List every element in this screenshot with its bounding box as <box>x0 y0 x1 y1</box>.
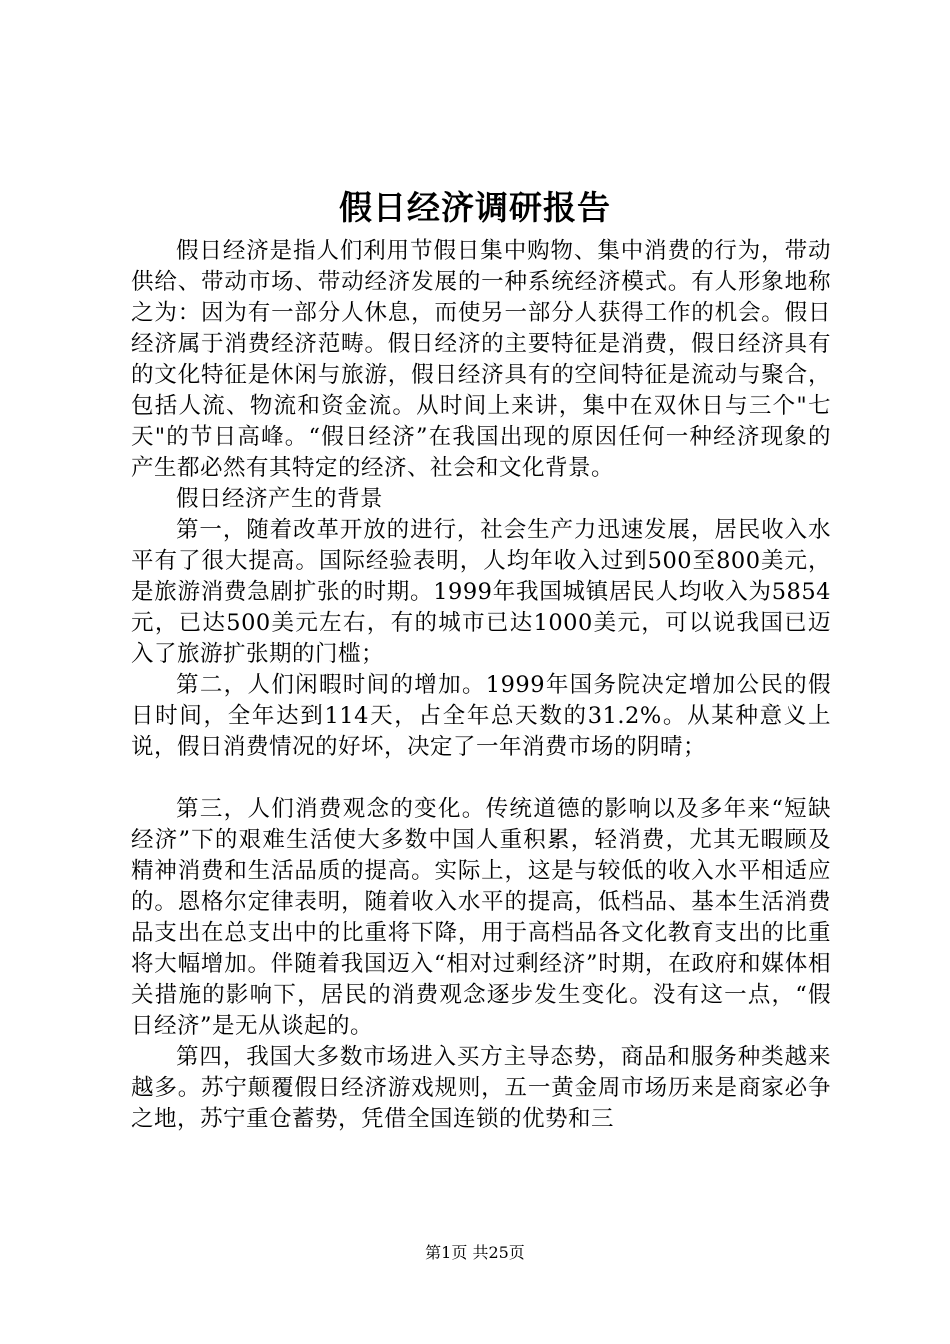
page-footer: 第1页 共25页 <box>425 1243 525 1262</box>
document-body <box>131 236 831 1135</box>
paragraph-second: 第二，人们闲暇时间的增加。1999年国务院决定增加公民的假日时间，全年达到114天，占全年总天数的31.2%。从某种意义上说，假日消费情况的好坏，决定了一年消费市场的阴晴； <box>131 672 831 760</box>
paragraph-fourth: 第四，我国大多数市场进入买方主导态势，商品和服务种类越来越多。苏宁颠覆假日经济游戏规则，五一黄金周市场历来是商家必争之地，苏宁重仓蓄势，凭借全国连锁的优势和三 <box>131 1044 831 1132</box>
paragraph-first: 第一，随着改革开放的进行，社会生产力迅速发展，居民收入水平有了很大提高。国际经验表明，人均年收入过到500至800美元，是旅游消费急剧扩张的时期。1999年我国城镇居民人均收入为5854元，已达500美元左右，有的城市已达1000美元，可以说我国已迈入了旅游扩张期的门槛； <box>131 517 831 667</box>
paragraph-intro: 假日经济是指人们利用节假日集中购物、集中消费的行为，带动供给、带动市场、带动经济发展的一种系统经济模式。有人形象地称之为：因为有一部分人休息，而使另一部分人获得工作的机会。假日经济属于消费经济范畴。假日经济的主要特征是消费，假日经济具有的文化特征是休闲与旅游，假日经济具有的空间特征是流动与聚合，包括人流、物流和资金流。从时间上来讲，集中在双休日与三个"七天"的节日高峰。“假日经济”在我国出现的原因任何一种经济现象的产生都必然有其特定的经济、社会和文化背景。 <box>131 238 831 481</box>
paragraph-background-heading: 假日经济产生的背景 <box>176 486 384 512</box>
document-title: 假日经济调研报告 <box>339 188 611 227</box>
paragraph-third: 第三，人们消费观念的变化。传统道德的影响以及多年来“短缺经济”下的艰难生活使大多数中国人重积累，轻消费，尤其无暇顾及精神消费和生活品质的提高。实际上，这是与较低的收入水平相适应的。恩格尔定律表明，随着收入水平的提高，低档品、基本生活消费品支出在总支出中的比重将下降，用于高档品各文化教育支出的比重将大幅增加。伴随着我国迈入“相对过剩经济”时期，在政府和媒体相关措施的影响下，居民的消费观念逐步发生变化。没有这一点，“假日经济”是无从谈起的。 <box>131 796 831 1039</box>
